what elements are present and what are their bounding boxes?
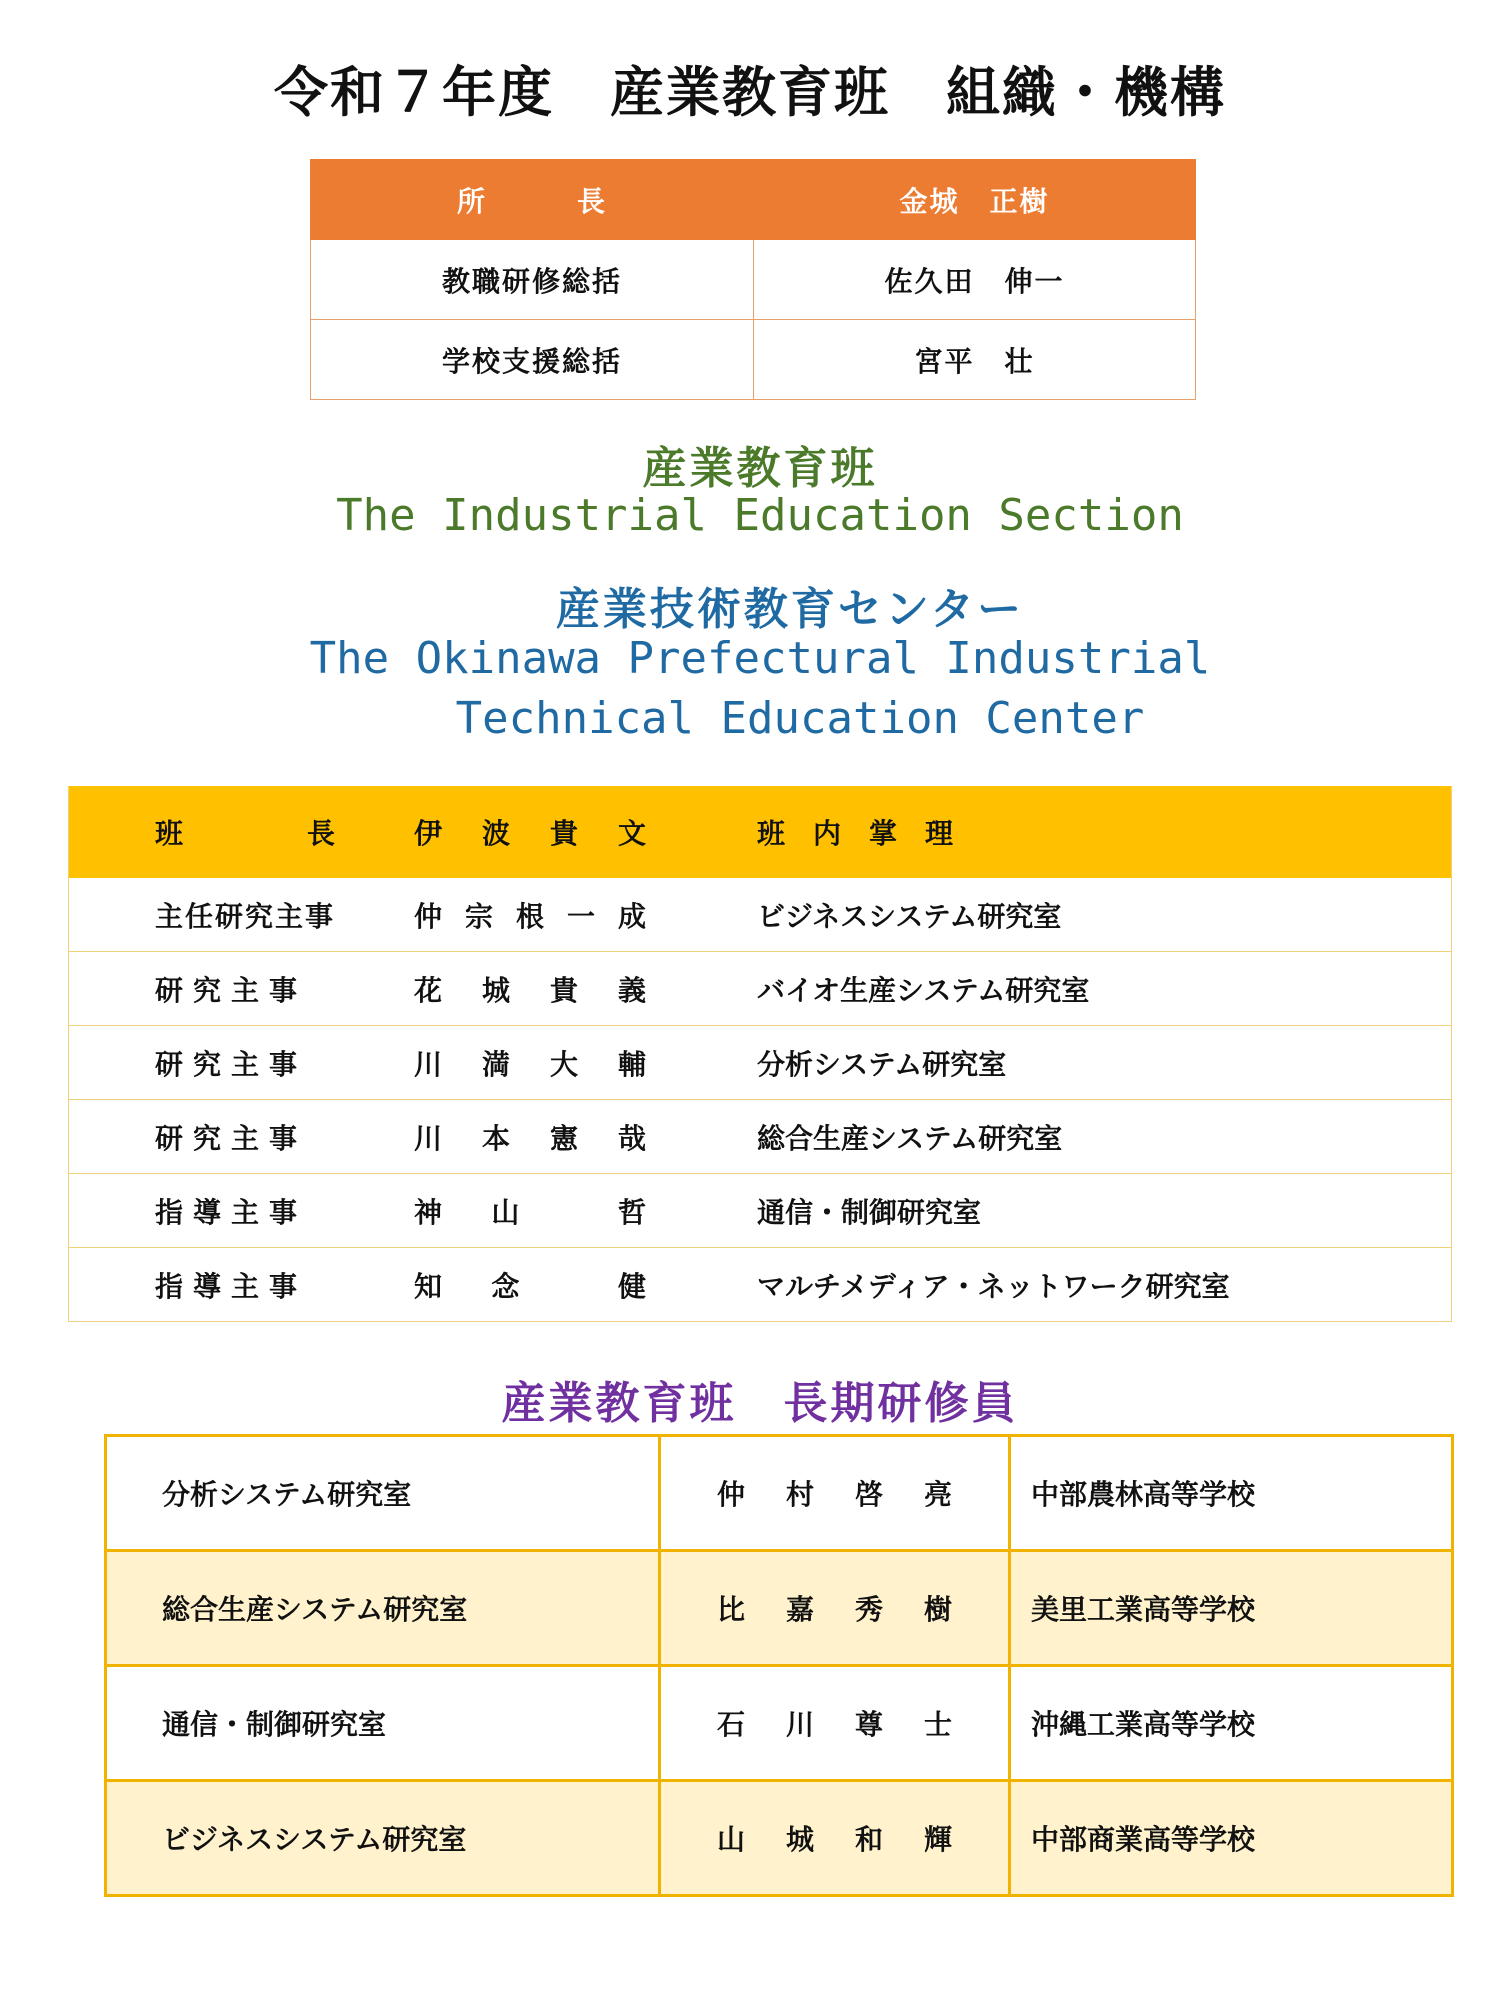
page-title: 令和７年度 産業教育班 組織・機構: [274, 61, 1226, 124]
staff-name: [414, 1100, 757, 1174]
staff-role: 研究主事: [69, 1100, 415, 1174]
name-char: 一: [566, 899, 595, 933]
name-char: 波: [481, 817, 510, 850]
director-row-name: 宮平 壮: [754, 320, 1196, 400]
name-char: 川: [414, 1047, 443, 1081]
staff-duty: バイオ生産システム研究室: [757, 952, 1452, 1026]
name-char: 花: [414, 973, 443, 1007]
name-char: 輔: [617, 1047, 646, 1081]
staff-name: [414, 878, 757, 952]
name-char: 比: [717, 1593, 746, 1626]
name-char: 村: [785, 1478, 814, 1511]
trainee-row: [106, 1436, 1453, 1551]
trainee-row: [106, 1666, 1453, 1781]
director-name: 金城 正樹: [754, 160, 1196, 240]
name-char: 和: [854, 1823, 883, 1856]
staff-role: 指導主事: [69, 1174, 415, 1248]
staff-role: 研究主事: [69, 1026, 415, 1100]
director-table-row: [311, 240, 1196, 320]
center-title-en-line2: Technical Education Center: [455, 693, 1145, 744]
name-char: 亮: [923, 1478, 952, 1511]
trainee-school: 沖縄工業高等学校: [1010, 1666, 1453, 1781]
staff-row: [69, 1174, 1452, 1248]
trainee-heading: 産業教育班 長期研修員: [501, 1378, 1019, 1429]
trainee-school: 美里工業高等学校: [1010, 1551, 1453, 1666]
staff-header-name: [414, 786, 757, 878]
staff-row: [69, 952, 1452, 1026]
director-table-header: [311, 160, 1196, 240]
staff-role: 指導主事: [69, 1248, 415, 1322]
trainee-lab: 通信・制御研究室: [106, 1666, 660, 1781]
name-char: 哲: [617, 1195, 646, 1229]
staff-role: 研究主事: [69, 952, 415, 1026]
name-char: 本: [481, 1121, 510, 1155]
name-char: 嘉: [785, 1593, 814, 1626]
staff-name: [414, 1026, 757, 1100]
name-char: 健: [617, 1269, 646, 1303]
name-char: 川: [414, 1121, 443, 1155]
staff-duty: 総合生産システム研究室: [757, 1100, 1452, 1174]
director-row-name: 佐久田 伸一: [754, 240, 1196, 320]
name-char: 輝: [923, 1823, 952, 1856]
trainee-school: 中部商業高等学校: [1010, 1781, 1453, 1896]
director-role: 所 長: [311, 160, 754, 240]
staff-row: [69, 878, 1452, 952]
director-table: [310, 159, 1196, 400]
section-title-jp: 産業教育班: [642, 443, 878, 494]
trainee-name: [660, 1436, 1010, 1551]
name-char: 文: [617, 817, 646, 850]
trainee-lab: ビジネスシステム研究室: [106, 1781, 660, 1896]
trainee-lab: 総合生産システム研究室: [106, 1551, 660, 1666]
staff-table: [68, 786, 1452, 1322]
trainee-name: [660, 1551, 1010, 1666]
name-char: 城: [785, 1823, 814, 1856]
trainee-table: [104, 1434, 1454, 1897]
name-char: 貴: [549, 817, 578, 850]
staff-header-role: 班 長: [69, 786, 415, 878]
name-char: 仲: [414, 899, 443, 933]
name-char: 根: [515, 899, 544, 933]
name-char: 山: [491, 1195, 520, 1229]
trainee-name: [660, 1781, 1010, 1896]
name-char: 啓: [854, 1478, 883, 1511]
name-char: 伊: [414, 817, 443, 850]
staff-row: [69, 1248, 1452, 1322]
center-title-en-line1: The Okinawa Prefectural Industrial: [309, 633, 1211, 684]
name-char: 樹: [923, 1593, 952, 1626]
section-title-en: The Industrial Education Section: [336, 490, 1184, 541]
name-char: 成: [617, 899, 646, 933]
staff-duty: 分析システム研究室: [757, 1026, 1452, 1100]
name-char: 川: [785, 1708, 814, 1741]
name-char: 知: [414, 1269, 443, 1303]
staff-name: [414, 1248, 757, 1322]
staff-table-header: [69, 786, 1452, 878]
name-char: 城: [481, 973, 510, 1007]
name-char: 秀: [854, 1593, 883, 1626]
staff-header-duty: 班 内 掌 理: [757, 786, 1452, 878]
name-char: 哉: [617, 1121, 646, 1155]
name-char: 大: [549, 1047, 578, 1081]
trainee-row: [106, 1781, 1453, 1896]
director-table-row: [311, 320, 1196, 400]
staff-name: [414, 952, 757, 1026]
name-char: 義: [617, 973, 646, 1007]
staff-name: [414, 1174, 757, 1248]
trainee-name: [660, 1666, 1010, 1781]
name-char: 憲: [549, 1121, 578, 1155]
center-title-jp: 産業技術教育センター: [555, 584, 1025, 635]
director-row-role: 教職研修総括: [311, 240, 754, 320]
staff-row: [69, 1100, 1452, 1174]
name-char: 満: [481, 1047, 510, 1081]
staff-duty: ビジネスシステム研究室: [757, 878, 1452, 952]
name-char: 尊: [854, 1708, 883, 1741]
name-char: 石: [717, 1708, 746, 1741]
staff-duty: 通信・制御研究室: [757, 1174, 1452, 1248]
name-char: 念: [491, 1269, 520, 1303]
name-char: 貴: [549, 973, 578, 1007]
name-char: 山: [717, 1823, 746, 1856]
staff-row: [69, 1026, 1452, 1100]
name-char: 神: [414, 1195, 443, 1229]
staff-duty: マルチメディア・ネットワーク研究室: [757, 1248, 1452, 1322]
trainee-school: 中部農林高等学校: [1010, 1436, 1453, 1551]
name-char: 宗: [464, 899, 493, 933]
name-char: 仲: [717, 1478, 746, 1511]
director-row-role: 学校支援総括: [311, 320, 754, 400]
name-char: 士: [923, 1708, 952, 1741]
trainee-lab: 分析システム研究室: [106, 1436, 660, 1551]
trainee-row: [106, 1551, 1453, 1666]
staff-role: 主任研究主事: [69, 878, 415, 952]
